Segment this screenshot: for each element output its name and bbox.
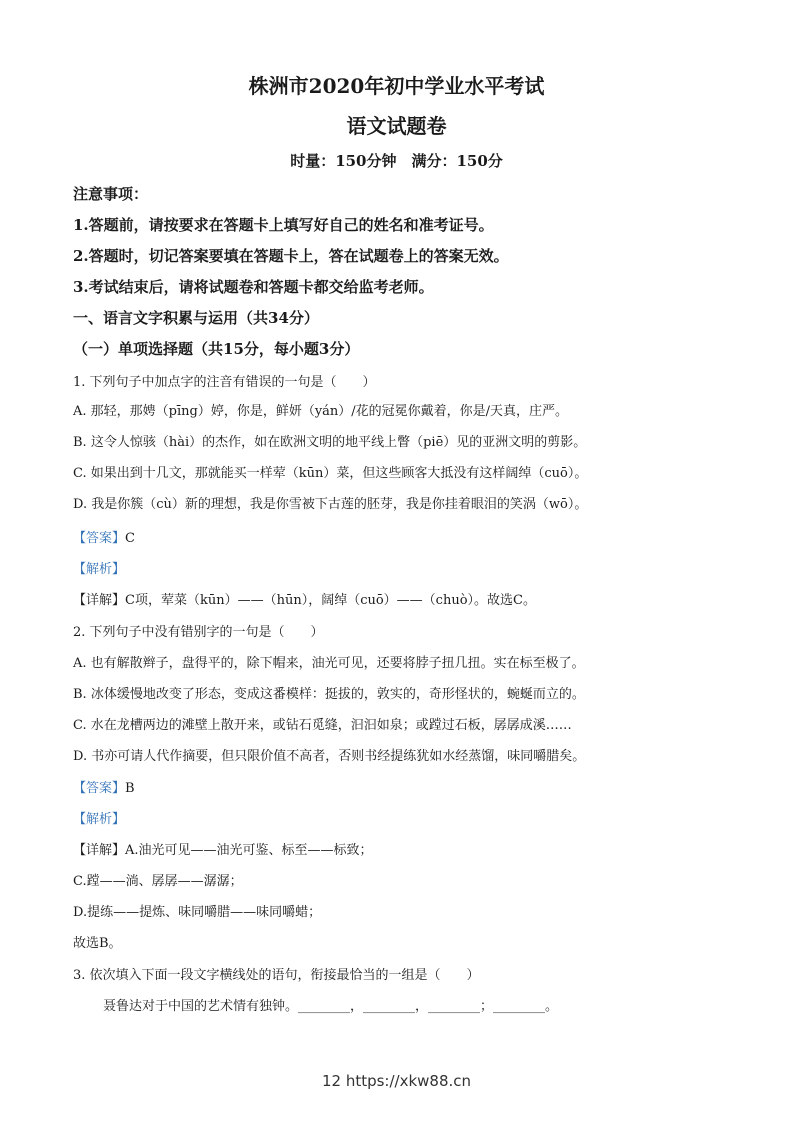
q1-answer-value: C bbox=[125, 531, 135, 546]
q2-detail-2: C.蹚——淌、孱孱——潺潺； bbox=[73, 874, 243, 889]
q1-answer bbox=[73, 527, 135, 546]
q1-detail bbox=[73, 589, 536, 608]
q2-answer bbox=[73, 777, 135, 796]
q1-option-d: D. 我是你簇（cù）新的理想，我是你雪被下古莲的胚芽，我是你挂着眼泪的笑涡（wō）。 bbox=[73, 497, 588, 512]
q2-detail-text-1: A.油光可见——油光可鉴、标至——标致； bbox=[125, 843, 373, 858]
q2-option-d: D. 书亦可请人代作摘要，但只限价值不高者，否则书经提练犹如水经蒸馏，味同嚼腊矣。 bbox=[73, 749, 586, 764]
q2-answer-tag: 【答案】 bbox=[73, 781, 126, 796]
q2-option-b: B. 冰体缓慢地改变了形态，变成这番模样：挺拔的，敦实的，奇形怪状的，蜿蜒而立的。 bbox=[73, 687, 585, 702]
q2-stem: 2. 下列句子中没有错别字的一句是（ ） bbox=[73, 625, 324, 640]
notice-1: 1.答题前，请按要求在答题卡上填写好自己的姓名和准考证号。 bbox=[73, 216, 494, 234]
notice-header: 注意事项： bbox=[73, 185, 149, 203]
q1-analysis-tag: 【解析】 bbox=[73, 562, 126, 577]
q2-detail-tag: 【详解】 bbox=[73, 843, 126, 858]
page-footer: 12 https://xkw88.cn bbox=[321, 1072, 472, 1090]
q3-stem: 3. 依次填入下面一段文字横线处的语句，衔接最恰当的一组是（ ） bbox=[73, 968, 480, 983]
q1-option-b: B. 这令人惊骇（hài）的杰作，如在欧洲文明的地平线上瞥（piē）见的亚洲文明的剪影。 bbox=[73, 435, 587, 450]
q2-answer-value: B bbox=[125, 781, 135, 796]
notice-2: 2.答题时，切记答案要填在答题卡上，答在试题卷上的答案无效。 bbox=[73, 247, 509, 265]
q2-detail-3: D.提练——提炼、味同嚼腊——味同嚼蜡； bbox=[73, 905, 322, 920]
q1-option-c: C. 如果出到十几文，那就能买一样荤（kūn）菜，但这些顾客大抵没有这样阔绰（cuō）。 bbox=[73, 466, 588, 481]
exam-subtitle: 语文试题卷 bbox=[346, 114, 447, 138]
notice-3: 3.考试结束后，请将试题卷和答题卡都交给监考老师。 bbox=[73, 278, 434, 296]
q1-detail-tag: 【详解】 bbox=[73, 593, 126, 608]
q1-option-a: A. 那轻，那娉（pīng）婷，你是，鲜妍（yán）/花的冠冕你戴着，你是/天真，庄严。 bbox=[73, 404, 569, 419]
section-1-heading: 一、语言文字积累与运用（共34分） bbox=[73, 309, 319, 327]
q1-answer-tag: 【答案】 bbox=[73, 531, 126, 546]
q2-detail-1 bbox=[73, 839, 373, 858]
q1-detail-text: C项，荤菜（kūn）——（hūn），阔绰（cuō）——（chuò）。故选C。 bbox=[125, 593, 536, 608]
q2-analysis-tag: 【解析】 bbox=[73, 812, 126, 827]
q3-quote: 聂鲁达对于中国的艺术情有独钟。________，________，________；________。 bbox=[103, 999, 559, 1014]
exam-title: 株洲市2020年初中学业水平考试 bbox=[248, 74, 545, 98]
q2-option-a: A. 也有解散辫子，盘得平的，除下帽来，油光可见，还要将脖子扭几扭。实在标至极了。 bbox=[73, 656, 585, 671]
exam-meta: 时量：150分钟 满分：150分 bbox=[290, 152, 503, 170]
q1-stem: 1. 下列句子中加点字的注音有错误的一句是（ ） bbox=[73, 375, 376, 390]
section-1-subheading: （一）单项选择题（共15分，每小题3分） bbox=[73, 340, 360, 358]
q2-detail-4: 故选B。 bbox=[73, 936, 122, 951]
q2-option-c: C. 水在龙槽两边的滩壁上散开来，或钻石觅缝，汩汩如泉；或蹚过石板，孱孱成溪…… bbox=[73, 718, 572, 733]
